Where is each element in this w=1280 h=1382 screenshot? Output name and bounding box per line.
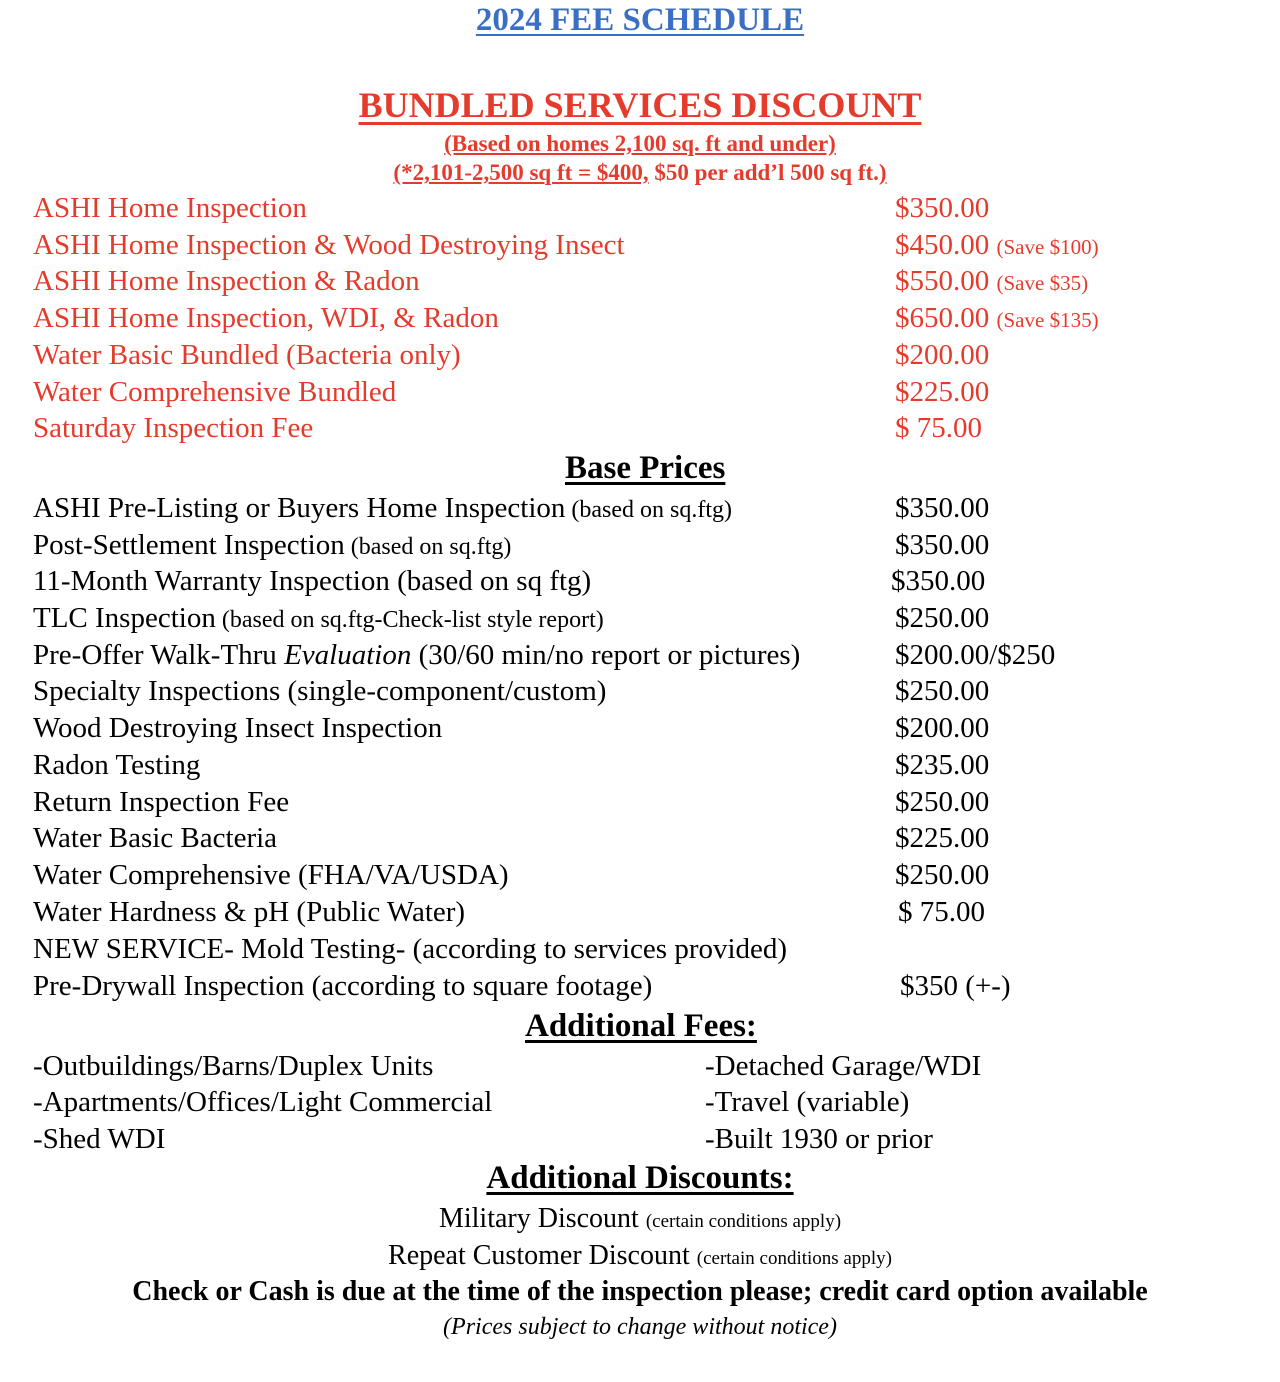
savings-note: (Save $35) <box>996 271 1089 295</box>
base-item-label <box>33 564 591 598</box>
base-item-price: $235.00 <box>895 749 990 781</box>
bundled-sub2-underlined: (*2,101-2,500 sq ft = $400, <box>393 160 649 185</box>
payment-note: Check or Cash is due at the time of the inspection please; credit card option available <box>132 1276 1148 1307</box>
base-item-label <box>33 601 604 637</box>
bundled-item-label: Water Comprehensive Bundled <box>33 376 397 408</box>
base-item-price: $350.00 <box>891 565 986 597</box>
base-item-price: $ 75.00 <box>898 896 985 928</box>
price-value: $650.00 <box>895 302 990 334</box>
base-item-label <box>33 785 289 819</box>
fee-item: -Built 1930 or prior <box>705 1123 933 1155</box>
bundled-sub1-text: (Based on homes 2,100 sq. ft and under) <box>444 131 836 156</box>
base-item-label <box>33 858 509 892</box>
base-item-label <box>33 528 511 564</box>
base-item-text: Post-Settlement Inspection <box>33 529 345 561</box>
bundled-item-price <box>895 375 989 409</box>
bundled-item-label: Water Basic Bundled (Bacteria only) <box>33 339 461 371</box>
base-item-price: $350.00 <box>895 529 990 561</box>
price-value: $ 75.00 <box>895 412 982 444</box>
fee-item: -Shed WDI <box>33 1123 166 1155</box>
price-value: $225.00 <box>895 376 990 408</box>
base-item-price: $250.00 <box>895 786 990 818</box>
additional-discounts-heading: Additional Discounts: <box>486 1160 794 1196</box>
base-item-note: (based on sq.ftg) <box>565 497 733 523</box>
base-item-text: 11-Month Warranty Inspection (based on sq ftg) <box>33 565 592 597</box>
base-prices-heading: Base Prices <box>565 450 726 486</box>
savings-note: (Save $135) <box>996 308 1099 332</box>
base-item-note: (based on sq.ftg-Check-list style report) <box>215 607 604 633</box>
base-item-price: $350.00 <box>895 492 990 524</box>
fee-item: -Outbuildings/Barns/Duplex Units <box>33 1050 434 1082</box>
bundled-subtitle-2 <box>0 160 1280 186</box>
base-item-price: $200.00 <box>895 712 990 744</box>
base-item-text: Water Hardness & pH (Public Water) <box>33 896 466 928</box>
base-item-note: (based on sq.ftg) <box>344 534 512 560</box>
bundled-item-label: ASHI Home Inspection & Radon <box>33 265 420 297</box>
bundled-subtitle-1 <box>0 131 1280 157</box>
bundled-item-price <box>895 411 982 445</box>
base-item-text: Water Basic Bacteria <box>33 822 278 854</box>
price-value: $350.00 <box>895 192 990 224</box>
price-value: $550.00 <box>895 265 990 297</box>
savings-note: (Save $100) <box>996 235 1099 259</box>
base-item-text: Return Inspection Fee <box>33 786 290 818</box>
fee-item: -Travel (variable) <box>705 1086 910 1118</box>
base-item-price: $250.00 <box>895 859 990 891</box>
price-value: $450.00 <box>895 229 990 261</box>
base-item-label <box>33 821 277 855</box>
base-item-text: Water Comprehensive (FHA/VA/USDA) <box>33 859 509 891</box>
base-item-text: TLC Inspection <box>33 602 216 634</box>
base-item-label <box>33 638 800 672</box>
base-item-text: Pre-Offer Walk-Thru <box>33 639 285 671</box>
bundled-heading: BUNDLED SERVICES DISCOUNT <box>358 85 922 125</box>
base-item-price: $250.00 <box>895 602 990 634</box>
discount-label: Repeat Customer Discount <box>388 1240 690 1271</box>
base-item-italic: Evaluation <box>284 639 412 671</box>
discount-item <box>0 1203 1280 1235</box>
base-item-text: Pre-Drywall Inspection (according to square footage) <box>33 970 653 1002</box>
fee-item: -Apartments/Offices/Light Commercial <box>33 1086 493 1118</box>
base-item-text: Wood Destroying Insect Inspection <box>33 712 443 744</box>
bundled-item-label: ASHI Home Inspection & Wood Destroying Insect <box>33 229 625 261</box>
base-item-label <box>33 895 465 929</box>
bundled-item-price <box>895 228 1099 264</box>
base-item-label <box>33 748 200 782</box>
page-title: 2024 FEE SCHEDULE <box>475 2 805 38</box>
bundled-item-label: ASHI Home Inspection <box>33 192 307 224</box>
base-item-label <box>33 932 787 966</box>
base-item-price: $250.00 <box>895 675 990 707</box>
bundled-item-price <box>895 338 989 372</box>
base-item-text: Specialty Inspections (single-component/custom) <box>33 675 607 707</box>
bundled-sub2-rest: $50 per add’l 500 sq ft. <box>648 160 879 185</box>
discount-note: (certain conditions apply) <box>645 1211 842 1232</box>
bundled-item-price <box>895 191 989 225</box>
base-item-price: $350 (+-) <box>900 970 1011 1002</box>
discount-note: (certain conditions apply) <box>696 1248 892 1269</box>
base-item-label <box>33 491 732 527</box>
price-value: $200.00 <box>895 339 990 371</box>
base-item-price: $200.00/$250 <box>895 639 1056 671</box>
base-item-label <box>33 711 442 745</box>
base-item-price: $225.00 <box>895 822 990 854</box>
bundled-item-price <box>895 301 1099 337</box>
base-item-text: Radon Testing <box>33 749 201 781</box>
base-item-text: (30/60 min/no report or pictures) <box>411 639 801 671</box>
base-item-label <box>33 674 606 708</box>
additional-fees-heading: Additional Fees: <box>525 1008 757 1044</box>
discount-item <box>0 1240 1280 1272</box>
disclaimer: (Prices subject to change without notice) <box>443 1314 837 1340</box>
base-item-text: NEW SERVICE- Mold Testing- (according to services provided) <box>33 933 788 965</box>
bundled-item-label: Saturday Inspection Fee <box>33 412 314 444</box>
fee-item: -Detached Garage/WDI <box>705 1050 982 1082</box>
base-item-label <box>33 969 652 1003</box>
bundled-item-price <box>895 264 1088 300</box>
base-item-text: ASHI Pre-Listing or Buyers Home Inspection <box>33 492 566 524</box>
bundled-item-label: ASHI Home Inspection, WDI, & Radon <box>33 302 499 334</box>
discount-label: Military Discount <box>438 1203 639 1234</box>
bundled-sub2-close: ) <box>878 160 887 185</box>
